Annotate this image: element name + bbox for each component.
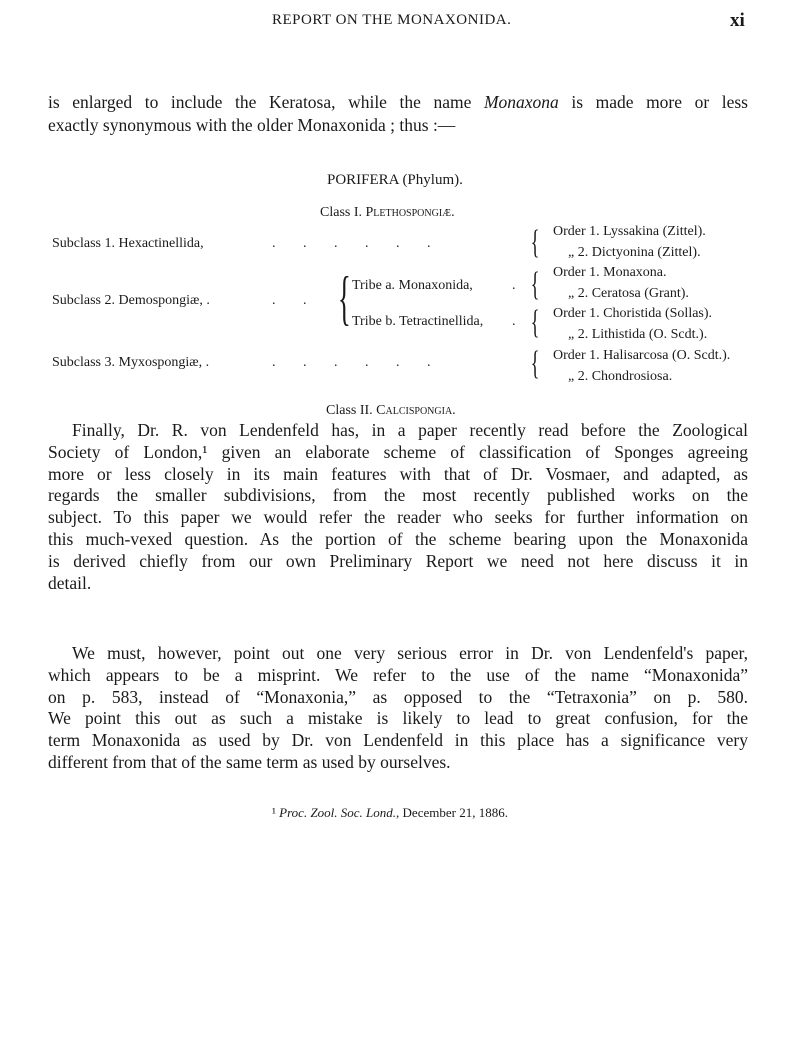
footnote: ¹ Proc. Zool. Soc. Lond., December 21, 1886. (272, 805, 508, 820)
paragraph-line: on p. 583, instead of “Monaxonia,” as opposed to the “Tetraxonia” on p. 580. (48, 686, 748, 707)
order-brace: { (530, 224, 540, 261)
leader-dot: . (512, 314, 516, 329)
paragraph-line: different from that of the same term as used by ourselves. (48, 752, 451, 772)
tribe-b: Tribe b. Tetractinellida, (352, 314, 484, 329)
tribe-a: Tribe a. Monaxonida, (352, 278, 473, 293)
order-entry: Order 1. Monaxona. (553, 265, 667, 280)
paragraph-line: this much-vexed question. As the portion of the scheme bearing upon the Monaxonida (48, 529, 748, 549)
subclass-1: Subclass 1. Hexactinellida, (52, 236, 204, 251)
paragraph-line: detail. (48, 572, 92, 593)
leader-dots: . . (272, 293, 307, 308)
class-1-heading: Class I. Plethospongiæ. (320, 205, 455, 220)
paragraph-line: We point this out as such a mistake is likely to lead to great confusion, for the (48, 708, 748, 729)
subclass-3: Subclass 3. Myxospongiæ, . (52, 355, 210, 370)
order-entry: Order 1. Choristida (Sollas). (553, 306, 713, 321)
class-2-heading: Class II. Calcispongia. (326, 403, 456, 418)
phylum-heading: PORIFERA (Phylum). (327, 172, 463, 188)
intro-line-2: exactly synonymous with the older Monaxonida ; thus :— (48, 115, 456, 135)
tribe-brace: { (337, 265, 351, 331)
leader-dot: . (512, 278, 516, 293)
paragraph-line: Finally, Dr. R. von Lendenfeld has, in a paper recently read before the Zoological (72, 420, 748, 440)
order-entry: Order 1. Halisarcosa (O. Scdt.). (553, 348, 731, 363)
subclass-2: Subclass 2. Demospongiæ, . (52, 293, 210, 308)
paragraph-line: is derived chiefly from our own Preliminary Report we need not here discuss it in (48, 550, 748, 571)
paragraph-line: which appears to be a misprint. We refer to the use of the name “Monaxonida” (48, 664, 748, 685)
intro-line-1: is enlarged to include the Keratosa, while the name Monaxona is made more or less (48, 92, 748, 112)
paragraph-line: term Monaxonida as used by Dr. von Lendenfeld in this place has a significance very (48, 730, 748, 751)
leader-dots: . . . . . . (272, 355, 431, 370)
order-brace: { (530, 266, 540, 303)
order-entry: „ 2. Lithistida (O. Scdt.). (568, 327, 708, 342)
order-entry: „ 2. Chondrosiosa. (568, 369, 673, 384)
order-brace: { (530, 345, 540, 382)
leader-dots: . . . . . . (272, 236, 431, 251)
paragraph-line: We must, however, point out one very serious error in Dr. von Lendenfeld's paper, (72, 643, 748, 663)
paragraph-line: Society of London,¹ given an elaborate scheme of classification of Sponges agreeing (48, 441, 748, 462)
order-entry: Order 1. Lyssakina (Zittel). (553, 224, 706, 239)
order-entry: „ 2. Dictyonina (Zittel). (568, 245, 701, 260)
order-entry: „ 2. Ceratosa (Grant). (568, 286, 689, 301)
paragraph-line: regards the smaller subdivisions, from the most recently published works on the (48, 485, 748, 506)
page-number: xi (730, 10, 745, 31)
order-brace: { (530, 304, 540, 341)
paragraph-line: subject. To this paper we would refer the reader who seeks for further information on (48, 507, 748, 528)
paragraph-line: more or less closely in its main features with that of Dr. Vosmaer, and adapted, as (48, 463, 748, 484)
running-header: REPORT ON THE MONAXONIDA. (272, 12, 512, 28)
